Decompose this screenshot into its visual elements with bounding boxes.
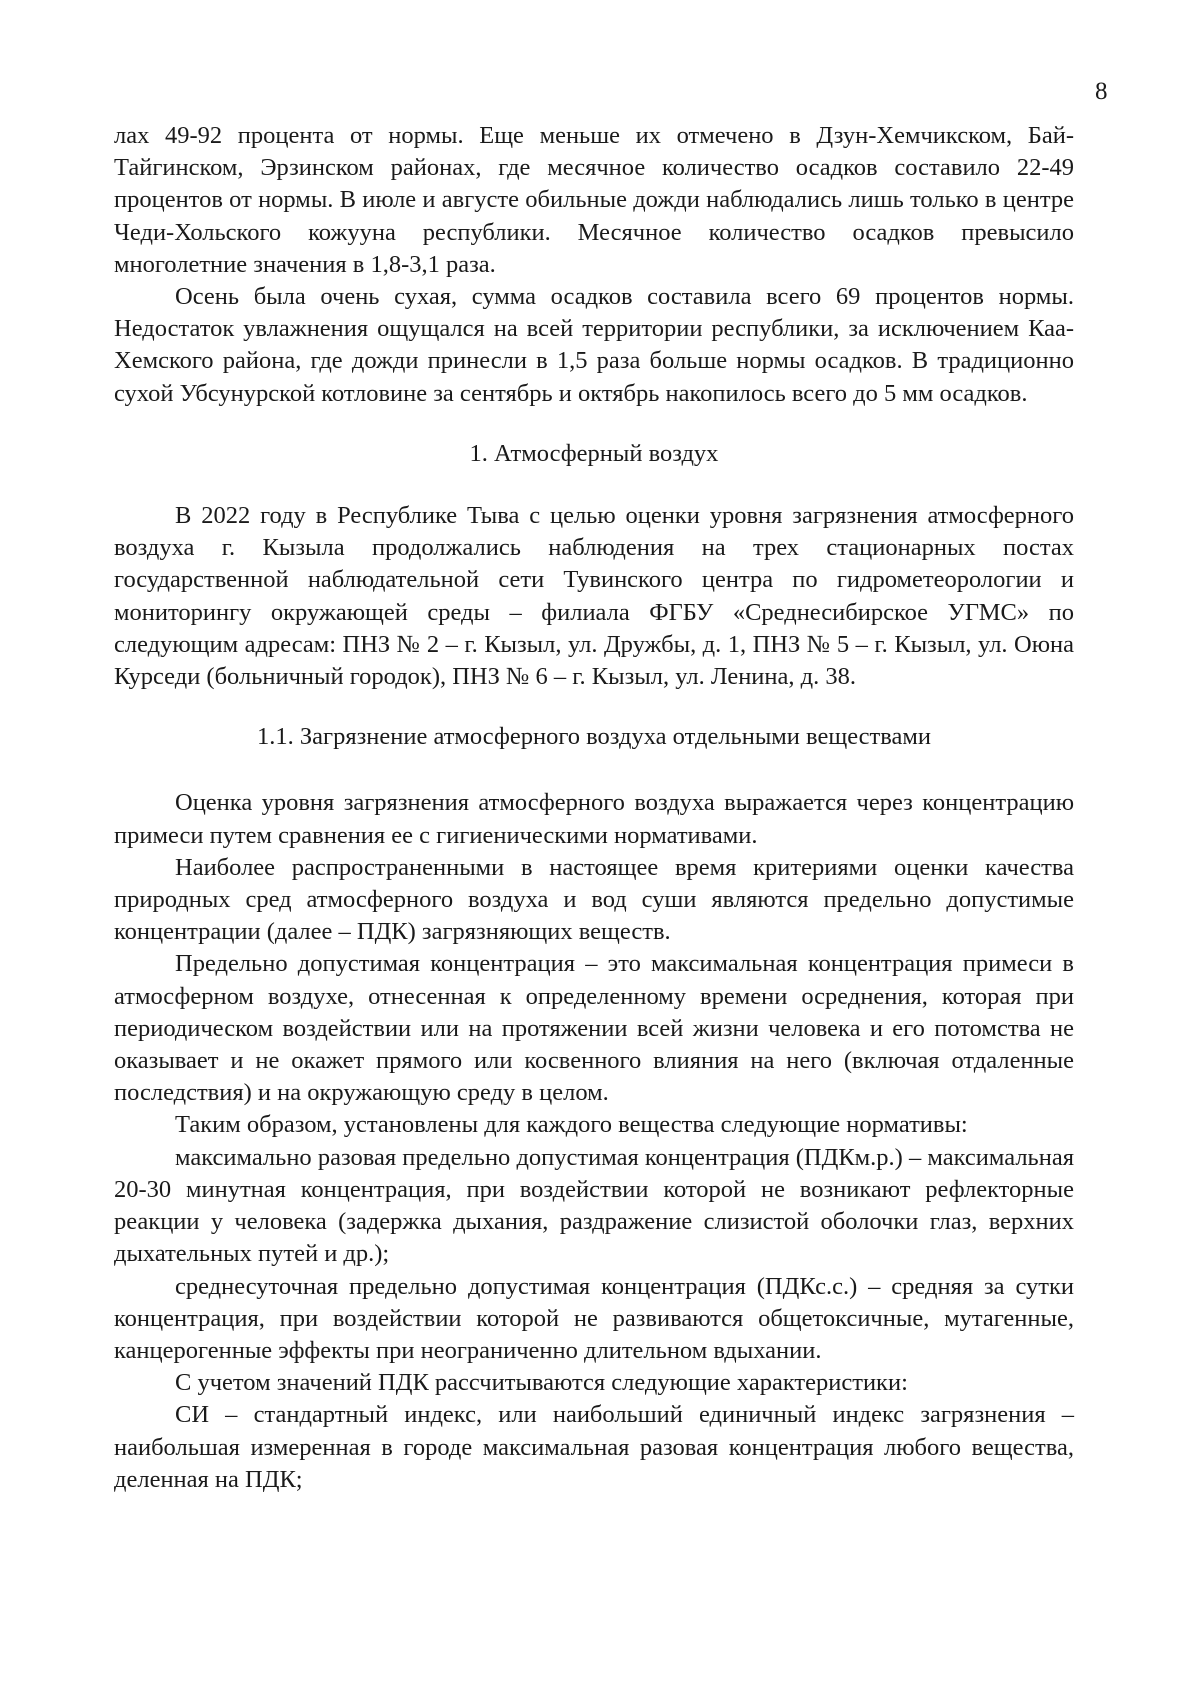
intro-paragraph-2: Осень была очень сухая, сумма осадков составила всего 69 процентов нормы. Недостаток увлажнения ощущался на всей территории республики, за исключением Каа-Хемского района, где дожди принесли в 1,5 раза больше нормы осадков. В традиционно сухой Убсунурской котловине за сентябрь и октябрь накопилось всего до 5 мм осадков. [114,283,1074,407]
section1-paragraph-1: В 2022 году в Республике Тыва с целью оценки уровня загрязнения атмосферного воздуха г. Кызыла продолжались наблюдения на трех стационарных постах государственной наблюдательной сети Тувинского центра по гидрометеорологии и мониторингу окружающей среды – филиала ФГБУ «Среднесибирское УГМС» по следующим адресам: ПНЗ № 2 – г. Кызыл, ул. Дружбы, д. 1, ПНЗ № 5 – г. Кызыл, ул. Оюна Курседи (больничный городок), ПНЗ № 6 – г. Кызыл, ул. Ленина, д. 38. [114,502,1074,691]
section-heading-atmospheric-air: 1. Атмосферный воздух [469,439,719,467]
subsection-heading-pollution-by-substances: 1.1. Загрязнение атмосферного воздуха отдельными веществами [257,723,931,751]
subsection-paragraph: среднесуточная предельно допустимая концентрация (ПДКс.с.) – средняя за сутки концентрация, при воздействии которой не развиваются общетоксичные, мутагенные, канцерогенные эффекты при неограниченно длительном вдыхании. [114,1272,1074,1364]
subsection-paragraph: Оценка уровня загрязнения атмосферного воздуха выражается через концентрацию примеси путем сравнения ее с гигиеническими нормативами. [114,789,1074,849]
document-body [114,120,1074,1496]
subsection-paragraph: Наиболее распространенными в настоящее время критериями оценки качества природных сред атмосферного воздуха и вод суши являются предельно допустимые концентрации (далее – ПДК) загрязняющих веществ. [114,853,1074,946]
intro-paragraph-1: лах 49-92 процента от нормы. Еще меньше их отмечено в Дзун-Хемчикском, Бай-Тайгинском, Эрзинском районах, где месячное количество осадков составило 22-49 процентов от нормы. В июле и августе обильные дожди наблюдались лишь только в центре Чеди-Хольского кожууна республики. Месячное количество осадков превысило многолетние значения в 1,8-3,1 раза. [114,122,1074,278]
subsection-paragraph: максимально разовая предельно допустимая концентрация (ПДКм.р.) – максимальная 20-30 минутная концентрация, при воздействии которой не возникают рефлекторные реакции у человека (задержка дыхания, раздражение слизистой оболочки глаз, верхних дыхательных путей и др.); [114,1143,1074,1268]
subsection-paragraph: СИ – стандартный индекс, или наибольший единичный индекс загрязнения – наибольшая измеренная в городе максимальная разовая концентрация любого вещества, деленная на ПДК; [114,1401,1074,1493]
page-number: 8 [1095,78,1108,105]
subsection-paragraph: С учетом значений ПДК рассчитываются следующие характеристики: [175,1369,908,1397]
subsection-paragraph: Предельно допустимая концентрация – это максимальная концентрация примеси в атмосферном воздухе, отнесенная к определенному времени осреднения, которая при периодическом воздействии или на протяжении всей жизни человека и его потомства не оказывает и не окажет прямого или косвенного влияния на него (включая отдаленные последствия) и на окружающую среду в целом. [114,950,1074,1107]
subsection-paragraph: Таким образом, установлены для каждого вещества следующие нормативы: [175,1111,968,1139]
